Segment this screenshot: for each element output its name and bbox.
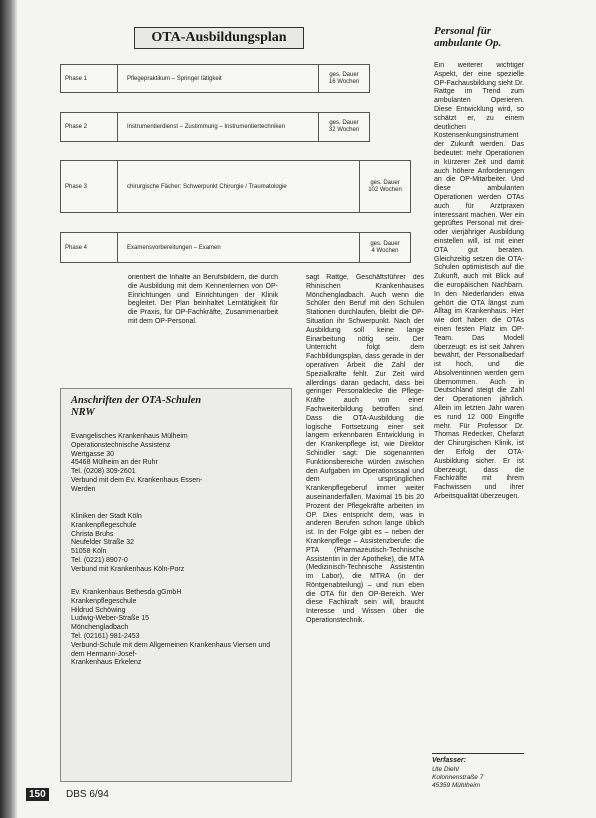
phase-duration-label: ges. Dauer: [370, 179, 400, 186]
phase-label: Phase 3: [63, 161, 118, 212]
address-line: Hildrud Schöwing: [71, 606, 126, 614]
scan-edge-shadow: [0, 0, 18, 818]
address-box-title-line2: NRW: [71, 407, 95, 418]
phase-duration: [359, 161, 410, 212]
address-line: Christa Bruhs: [71, 530, 114, 538]
author-city: 45359 Mühlheim: [432, 782, 481, 789]
address-line: Krankenhaus Erkelenz: [71, 659, 142, 667]
address-line: Verbund mit Krankenhaus Köln-Porz: [71, 565, 185, 573]
address-line: Ludwig-Weber-Straße 15: [71, 615, 150, 623]
phase-description: chirurgische Fächer: Schwerpunkt Chirurgie / Traumatologie: [127, 183, 287, 190]
author-divider: [432, 753, 524, 754]
address-box-title-line1: Anschriften der OTA-Schulen: [71, 395, 202, 406]
phase-duration: [318, 65, 369, 92]
address-line: Neufelder Straße 32: [71, 539, 135, 547]
phase-description: Examensvorbereitungen – Examen: [127, 244, 221, 251]
plan-title: OTA-Ausbildungsplan: [134, 27, 304, 49]
phase-description: Instrumentierdienst – Zustimmung – Instrumentiertechniken: [127, 124, 286, 130]
phase-row-3: [60, 160, 411, 213]
issue-label: DBS 6/94: [66, 789, 109, 800]
article-text-col3: Ein weiterer wichtiger Aspekt, der eine spezielle OP-Fachausbildung sieht Dr. Rattge im Trend zum ambulanten Operieren. Diese Entwicklung wird, so schätzt er, zu einem deutlichen Kostensenkungsinstrument der Zukunft werden. Das bedeutet: mehr Operationen in kürzerer Zeit und damit auch höhere Anforderungen an die OP-Mitarbeiter. Und diese ambulanten Operationen werden OTAs auch für Arztpraxen interessant machen. Wer ein geprüftes Personal mit drei- oder vierjähriger Ausbildung einstellen will, ist mit einer OTA gut beraten. Gleichzeitig setzen die OTA-Schulen optimistisch auf die Zukunft, auch mit Blick auf die europäischen Nachbarn. In den Niederlanden etwa gehört die OTA längst zum Alltag im Krankenhaus. Hier wie dort haben die OTAs einen festen Platz im OP-Team. Das Modell überzeugt: es ist seit Jahren bewährt, der Personalbedarf ist hoch, und die Absolventinnen werden gern übernommen. Auch in Deutschland steigt die Zahl der Operationen jährlich. Allein im letzten Jahr waren es rund 12 000 Eingriffe mehr. Für Professor Dr. Thomas Redecker, Chefarzt der Chirurgischen Klinik, ist der Erfolg der OTA-Ausbildung sicher. Er ist überzeugt, dass die Fachkräfte mit ihrem Fachwissen und ihrer Arbeitsqualität überzeugen.: [434, 62, 524, 501]
address-line: Evangelisches Krankenhaus Mülheim: [71, 433, 188, 440]
phase-label: Phase 1: [63, 65, 118, 92]
phase-label: Phase 4: [63, 233, 118, 262]
address-line: Tel. (02161) 981-2453: [71, 632, 140, 640]
address-line: Kliniken der Stadt Köln: [71, 513, 142, 520]
phase-row-1: [60, 64, 370, 93]
phase-duration-value: 4 Wochen: [371, 247, 399, 254]
phase-duration-label: ges. Dauer: [329, 71, 359, 78]
address-line: Tel. (0208) 309-2601: [71, 468, 136, 476]
address-line: Verbund mit dem Ev. Krankenhaus Essen-: [71, 476, 203, 484]
page-number: 150: [26, 788, 49, 801]
address-line: 51058 Köln: [71, 548, 107, 556]
phase-duration-label: ges. Dauer: [370, 240, 400, 247]
phase-duration: [359, 233, 410, 262]
author-street: Kolonnenstraße 7: [432, 774, 484, 781]
address-line: Verbund-Schule mit dem Allgemeinen Krankenhaus Viersen und dem Hermann-Josef-: [71, 641, 271, 658]
phase-description: Pflegepraktikum – Springer tätigkeit: [127, 75, 222, 82]
phase-duration-label: ges. Dauer: [329, 120, 359, 126]
sidebar-heading-line2: ambulante Op.: [434, 37, 502, 49]
article-text-col2: sagt Rattge, Geschäftsführer des Rhinischen Krankenhauses Mönchengladbach. Auch wenn die Schüler den Beruf mit den Schulen Stationen durchlaufen, bleibt die OP-Situation ihr Schwerpunkt. Nach der Ausbildung soll keine lange Einarbeitung nötig sein. Der Unterricht folgt dem Fachbildungsplan, dass gerade in der operativen Arbeit die Zahl der Spezialkräfte fehlt. Zur Zeit wird allerdings daran gedacht, dass bei geringer Personaldecke die Pflege-Kräfte auch von einer Fachweiterbildung betroffen sind. Dass die OTA-Ausbildung die logische Fortsetzung einer seit langem erkennbaren Entwicklung in der Krankenpflege ist, wie Direktor Schindler sagt: Die sogenannten Funktionsbereiche würden zwischen den Aufgaben im Operationssaal und dem ursprünglichen Krankenpflegeberuf immer weiter auseinanderfallen. Maximal 15 bis 20 Prozent der Pflegekräfte arbeiten im OP. Dies entspricht dem, was in anderen Berufen schon lange üblich ist. In der Folge gibt es – neben der Krankenpflege – Assistenzberufe: die PTA (Pharmazeutisch-Technische Assistentin in der Apotheke), die MTA (Medizinisch-Technische Assistentin im Labor), die MTRA (in der Röntgenabteilung) – und nun eben die OTA für den OP-Bereich. Wer diese Fachkraft sein will, braucht Interesse und Wissen über die Operationstechnik.: [306, 274, 424, 625]
author-info: [432, 766, 483, 790]
address-entry-1: [71, 433, 276, 495]
phase-row-4: [60, 232, 411, 263]
phase-row-2: [60, 112, 370, 142]
phase-duration: [318, 113, 369, 141]
address-line: Mönchengladbach: [71, 624, 129, 632]
address-line: Tel. (0221) 8907-0: [71, 556, 128, 564]
address-box-title: [71, 395, 201, 419]
address-line: Krankenpflegeschule: [71, 521, 137, 529]
address-entry-2: [71, 513, 276, 575]
address-box: [60, 388, 292, 782]
article-text-col1: orientiert die Inhalte an Berufsbildern, die durch die Ausbildung mit dem Kennenlernen von OP-Einrichtungen und Einrichtungen der Klinik begleitet. Der Plan beinhaltet Lerntätigkeit für die Praxis, für OP-Fachkräfte, Zusammenarbeit mit dem OP-Personal.: [128, 274, 278, 325]
address-line: Werden: [71, 485, 96, 493]
sidebar-heading-line1: Personal für: [434, 25, 492, 37]
phase-duration-value: 16 Wochen: [328, 78, 360, 85]
author-label: Verfasser:: [432, 757, 466, 764]
address-line: 45468 Mülheim an der Ruhr: [71, 459, 158, 467]
sidebar-heading: [434, 25, 501, 49]
address-line: Krankenpflegeschule: [71, 597, 137, 605]
phase-label: Phase 2: [63, 113, 118, 141]
address-entry-3: [71, 589, 276, 668]
phase-duration-value: 32 Wochen: [328, 127, 360, 133]
address-line: Wertgasse 30: [71, 450, 115, 458]
phase-duration-value: 102 Wochen: [368, 186, 402, 193]
author-name: Ute Diehl: [432, 766, 459, 773]
address-line: Ev. Krankenhaus Bethesda gGmbH: [71, 589, 182, 596]
address-line: Operationstechnische Assistenz: [71, 441, 171, 449]
